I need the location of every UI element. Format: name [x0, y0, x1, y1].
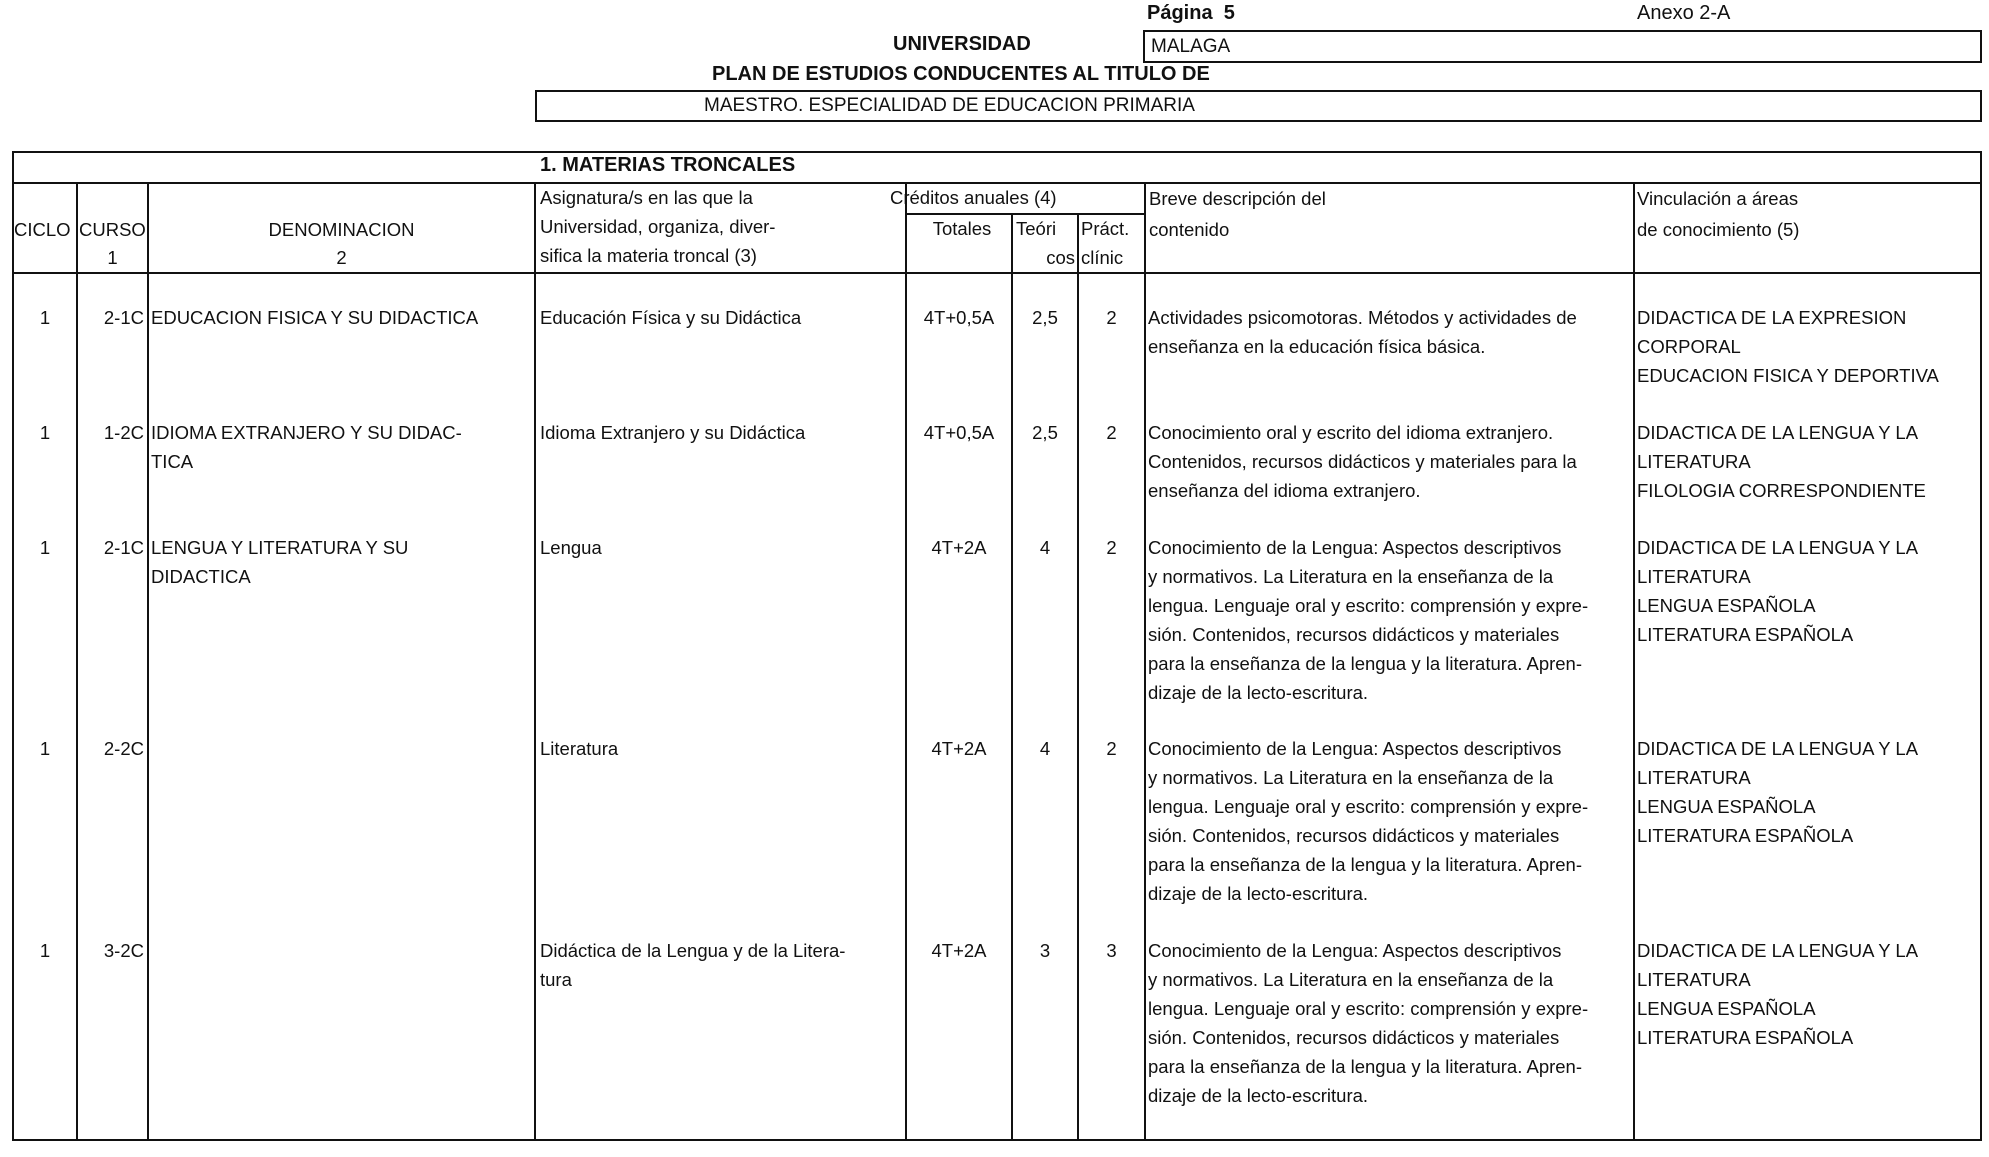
cell-practicos: 2	[1106, 537, 1117, 558]
cell-totales: 4T+2A	[931, 738, 987, 759]
header-vinculacion: Vinculación a áreas de conocimiento (5)	[1637, 188, 1800, 240]
col-sep-curso	[147, 182, 149, 1140]
col-sep-totales	[1011, 213, 1013, 1140]
header-asignatura: Asignatura/s en las que la Universidad, organiza, diver- sifica la materia troncal (3)	[540, 187, 776, 266]
header-teoricos: Teóri cos	[1016, 218, 1075, 268]
cell-ciclo: 1	[39, 940, 51, 961]
cell-practicos: 2	[1106, 738, 1117, 759]
plan-label: PLAN DE ESTUDIOS CONDUCENTES AL TITULO DE	[712, 63, 1210, 85]
university-value: MALAGA	[1151, 35, 1231, 57]
cell-denominacion: EDUCACION FISICA Y SU DIDACTICA	[151, 307, 479, 328]
cell-vinculacion: DIDACTICA DE LA EXPRESION CORPORAL EDUCACION FISICA Y DEPORTIVA	[1637, 307, 1939, 386]
table-left-border	[12, 151, 14, 1140]
table-top-border	[12, 151, 1982, 153]
cell-denominacion: IDIOMA EXTRANJERO Y SU DIDAC- TICA	[151, 422, 462, 472]
cell-vinculacion: DIDACTICA DE LA LENGUA Y LA LITERATURA LENGUA ESPAÑOLA LITERATURA ESPAÑOLA	[1637, 940, 1919, 1048]
header-denominacion-num: 2	[336, 247, 347, 268]
cell-totales: 4T+2A	[931, 940, 987, 961]
cell-descripcion: Conocimiento de la Lengua: Aspectos descriptivos y normativos. La Literatura en la enseñanza de la lengua. Lenguaje oral y escrito: comprensión y expre- sión. Contenidos, recursos didácticos y materiales para la enseñanza de la lengua y la literatura. Apren- dizaje de la lecto-escritura.	[1148, 738, 1589, 904]
cell-asignatura: Idioma Extranjero y su Didáctica	[540, 422, 806, 443]
cell-curso: 1-2C	[103, 422, 144, 443]
cell-descripcion: Conocimiento de la Lengua: Aspectos descriptivos y normativos. La Literatura en la enseñanza de la lengua. Lenguaje oral y escrito: comprensión y expre- sión. Contenidos, recursos didácticos y materiales para la enseñanza de la lengua y la literatura. Apren- dizaje de la lecto-escritura.	[1148, 940, 1589, 1106]
col-sep-ciclo	[76, 182, 78, 1140]
table-bottom-border	[12, 1139, 1982, 1141]
page-number: 5	[1223, 2, 1235, 24]
annex-label: Anexo 2-A	[1637, 2, 1731, 24]
cell-practicos: 2	[1106, 422, 1117, 443]
page-label: Página 5	[1147, 2, 1235, 24]
cell-practicos: 2	[1106, 307, 1117, 328]
cell-ciclo: 1	[39, 422, 51, 443]
header-curso: CURSO	[79, 219, 146, 240]
university-field	[1143, 30, 1982, 63]
section-title: 1. MATERIAS TRONCALES	[540, 154, 796, 176]
cell-curso: 3-2C	[103, 940, 144, 961]
cell-curso: 2-1C	[103, 307, 144, 328]
col-sep-teoricos	[1077, 213, 1079, 1140]
cell-totales: 4T+0,5A	[923, 307, 995, 328]
cell-teoricos: 4	[1039, 537, 1051, 558]
cell-vinculacion: DIDACTICA DE LA LENGUA Y LA LITERATURA LENGUA ESPAÑOLA LITERATURA ESPAÑOLA	[1637, 738, 1919, 846]
cell-teoricos: 2,5	[1032, 307, 1058, 328]
cell-vinculacion: DIDACTICA DE LA LENGUA Y LA LITERATURA FILOLOGIA CORRESPONDIENTE	[1637, 422, 1926, 501]
cell-asignatura: Didáctica de la Lengua y de la Litera- tura	[540, 940, 846, 990]
cell-asignatura: Lengua	[540, 537, 602, 558]
header-ciclo: CICLO	[14, 219, 71, 240]
cell-asignatura: Literatura	[540, 738, 619, 759]
cell-teoricos: 3	[1039, 940, 1051, 961]
cell-descripcion: Conocimiento de la Lengua: Aspectos descriptivos y normativos. La Literatura en la enseñanza de la lengua. Lenguaje oral y escrito: comprensión y expre- sión. Contenidos, recursos didácticos y materiales para la enseñanza de la lengua y la literatura. Apren- dizaje de la lecto-escritura.	[1148, 537, 1589, 703]
cell-descripcion: Conocimiento oral y escrito del idioma extranjero. Contenidos, recursos didácticos y materiales para la enseñanza del idioma extranjero.	[1148, 422, 1577, 501]
cell-totales: 4T+0,5A	[923, 422, 995, 443]
cell-curso: 2-1C	[103, 537, 144, 558]
header-practicos: Práct. clínic	[1081, 218, 1130, 268]
plan-field	[535, 90, 1982, 122]
cell-ciclo: 1	[39, 738, 51, 759]
cell-teoricos: 2,5	[1032, 422, 1058, 443]
cell-ciclo: 1	[39, 307, 51, 328]
header-denominacion: DENOMINACION	[268, 219, 415, 240]
plan-value: MAESTRO. ESPECIALIDAD DE EDUCACION PRIMARIA	[704, 95, 1195, 116]
cell-practicos: 3	[1106, 940, 1117, 961]
col-sep-descripcion	[1633, 182, 1635, 1140]
col-sep-denominacion	[534, 182, 536, 1140]
col-sep-creditos	[1144, 182, 1146, 1140]
cell-teoricos: 4	[1039, 738, 1051, 759]
cell-asignatura: Educación Física y su Didáctica	[540, 307, 802, 328]
header-descripcion: Breve descripción del contenido	[1149, 188, 1326, 240]
university-label: UNIVERSIDAD	[893, 33, 1031, 55]
cell-vinculacion: DIDACTICA DE LA LENGUA Y LA LITERATURA LENGUA ESPAÑOLA LITERATURA ESPAÑOLA	[1637, 537, 1919, 645]
header-curso-num: 1	[107, 247, 118, 268]
header-creditos: Créditos anuales (4)	[890, 187, 1057, 208]
table-right-border	[1980, 151, 1982, 1140]
cell-ciclo: 1	[39, 537, 51, 558]
header-totales: Totales	[932, 218, 992, 239]
cell-curso: 2-2C	[103, 738, 144, 759]
cell-denominacion: LENGUA Y LITERATURA Y SU DIDACTICA	[151, 537, 409, 587]
cell-totales: 4T+2A	[931, 537, 987, 558]
cell-descripcion: Actividades psicomotoras. Métodos y actividades de enseñanza en la educación física básica.	[1148, 307, 1577, 357]
